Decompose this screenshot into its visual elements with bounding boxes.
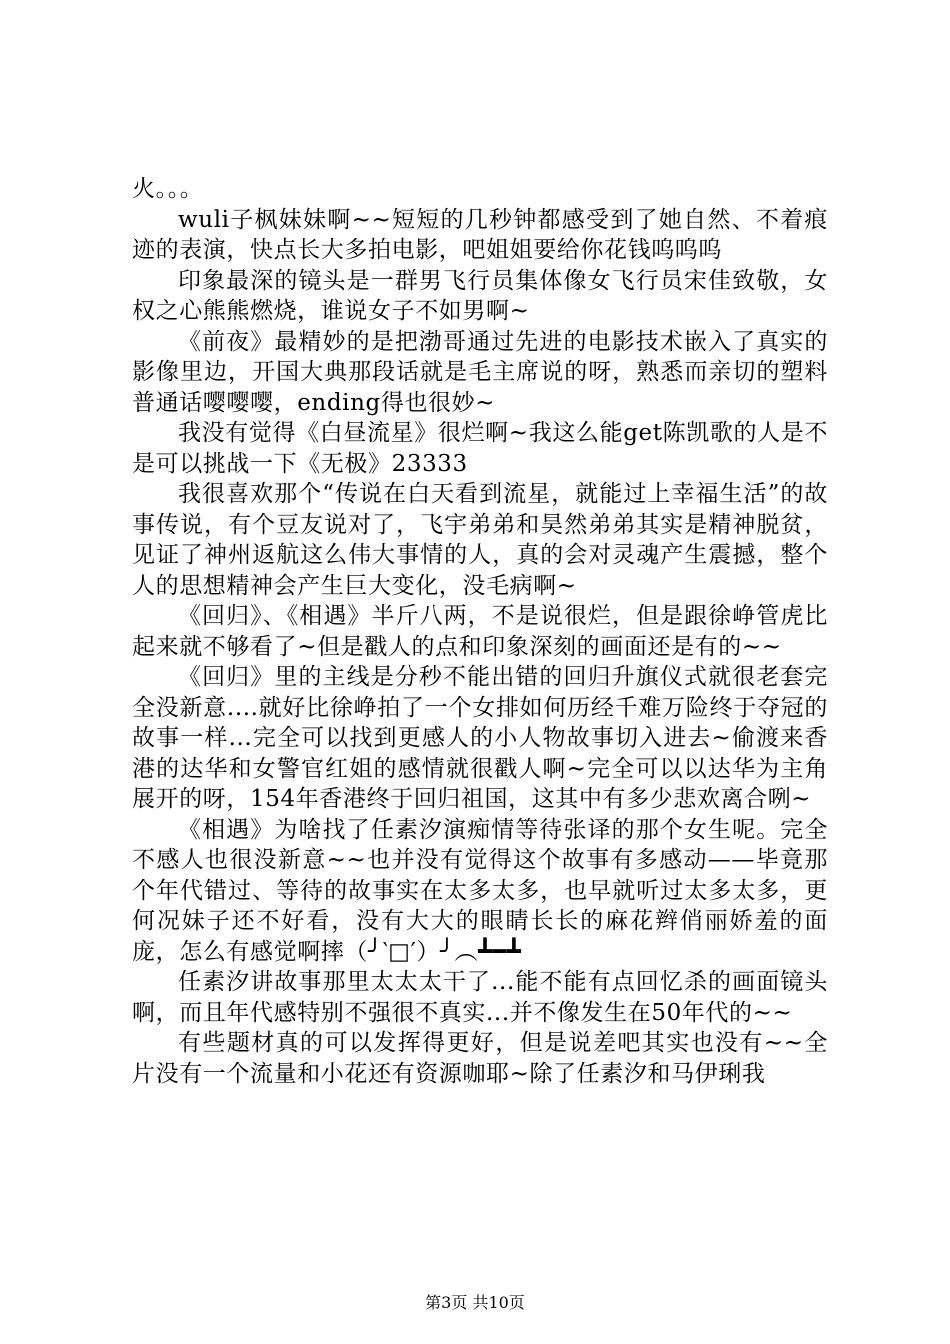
paragraph: 我没有觉得《白昼流星》很烂啊~我这么能get陈凯歌的人是不是可以挑战一下《无极》23333 <box>132 420 828 477</box>
paragraph: 印象最深的镜头是一群男飞行员集体像女飞行员宋佳致敬，女权之心熊熊燃烧，谁说女子不如男啊~ <box>132 267 828 324</box>
document-body <box>132 174 828 1089</box>
paragraph: 任素汐讲故事那里太太太干了...能不能有点回忆杀的画面镜头啊，而且年代感特别不强很不真实...并不像发生在50年代的~~ <box>132 969 828 1026</box>
page-footer: 第3页 共10页 <box>425 1293 525 1312</box>
paragraph: 《前夜》最精妙的是把渤哥通过先进的电影技术嵌入了真实的影像里边，开国大典那段话就是毛主席说的呀，熟悉而亲切的塑料普通话嘤嘤嘤，ending得也很妙~ <box>132 328 828 416</box>
paragraph: 《相遇》为啥找了任素汐演痴情等待张译的那个女生呢。完全不感人也很没新意~~也并没有觉得这个故事有多感动——毕竟那个年代错过、等待的故事实在太多太多，也早就听过太多太多，更何况妹子还不好看，没有大大的眼睛长长的麻花辫俏丽娇羞的面庞，怎么有感觉啊摔（╯‵□′）╯︵┻━┻ <box>132 816 828 965</box>
paragraph: wuli子枫妹妹啊~~短短的几秒钟都感受到了她自然、不着痕迹的表演，快点长大多拍电影，吧姐姐要给你花钱呜呜呜 <box>132 206 828 263</box>
paragraph: 《回归》里的主线是分秒不能出错的回归升旗仪式就很老套完全没新意....就好比徐峥拍了一个女排如何历经千难万险终于夺冠的故事一样...完全可以找到更感人的小人物故事切入进去~偷渡来香港的达华和女警官红姐的感情就很戳人啊~完全可以以达华为主角展开的呀，154年香港终于回归祖国，这其中有多少悲欢离合咧~ <box>132 664 828 812</box>
paragraph: 有些题材真的可以发挥得更好，但是说差吧其实也没有~~全片没有一个流量和小花还有资源咖耶~除了任素汐和马伊琍我 <box>132 1030 828 1087</box>
paragraph: 《回归》、《相遇》半斤八两，不是说很烂，但是跟徐峥管虎比起来就不够看了~但是戳人的点和印象深刻的画面还是有的~~ <box>132 603 828 660</box>
paragraph: 我很喜欢那个“传说在白天看到流星，就能过上幸福生活”的故事传说，有个豆友说对了，飞宇弟弟和昊然弟弟其实是精神脱贫，见证了神州返航这么伟大事情的人，真的会对灵魂产生震撼，整个人的思想精神会产生巨大变化，没毛病啊~ <box>132 481 828 599</box>
paragraph: 火。。。 <box>132 176 204 202</box>
